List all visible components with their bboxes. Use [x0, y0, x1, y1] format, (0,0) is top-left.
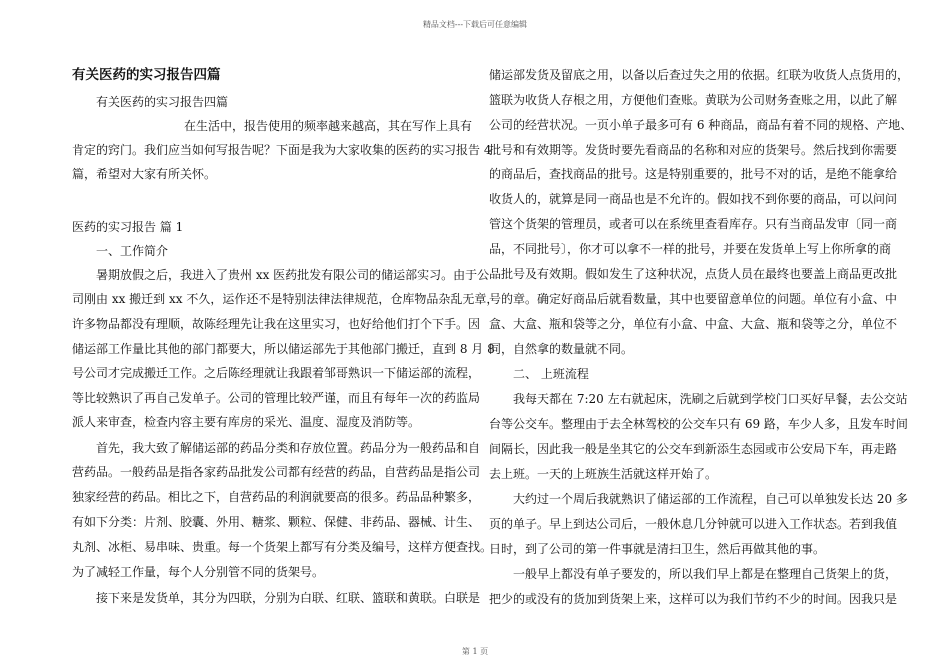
paragraph-line: 公司的经营状况。一页小单子最多可有 6 种商品，商品有着不同的规格、产地、 [489, 118, 913, 132]
paragraph-line: 派人来审查，检查内容主要有库房的采光、温度、湿度及消防等。 [72, 415, 421, 429]
paragraph-line: 营药品。一般药品是指各家药品批发公司都有经营的药品，自营药品是指公司 [72, 465, 481, 479]
page-header: 精品文档---下载后可任意编辑 [422, 20, 528, 29]
paragraph-line: 独家经营的药品。相比之下，自营药品的利润就要高的很多。药品品种繁多， [72, 490, 481, 504]
paragraph-line: 大约过一个周后我就熟识了储运部的工作流程，自己可以单独发长达 20 多 [513, 492, 908, 506]
paragraph-line: 司刚由 xx 搬迁到 xx 不久，运作还不是特别法律法律规范，仓库物品杂乱无章， [72, 292, 499, 306]
paragraph-line: 许多物品都没有理顺，故陈经理先让我在这里实习，也好给他们打个下手。因 [72, 317, 481, 331]
subsection-heading: 一、工作简介 [96, 244, 169, 258]
document-title: 有关医药的实习报告四篇 [72, 67, 221, 83]
subsection-heading: 二、 上班流程 [513, 367, 589, 381]
paragraph-line: 间隔长，因此我一般是坐其它的公交车到新添生态园或市公安局下车，再走路 [489, 442, 898, 456]
paragraph-line: 篮联为收货人存根之用，方便他们查账。黄联为公司财务查账之用，以此了解 [489, 93, 898, 107]
paragraph-line: 把少的或没有的货加到货架上来，这样可以为我们节约不少的时间。因我只是 [489, 592, 898, 606]
paragraph-line: 肯定的窍门。我们应当如何写报告呢？下面是我为大家收集的医药的实习报告 4 [72, 143, 492, 157]
paragraph-line: 等比较熟识了再自己发单子。公司的管理比较严谨，而且有每年一次的药监局 [72, 391, 481, 405]
paragraph-line: 盒、大盒、瓶和袋等之分，单位有小盒、中盒、大盒、瓶和袋等之分，单位不 [489, 317, 898, 331]
paragraph-line: 品批号及有效期。假如发生了这种状况，点货人员在最终也要盖上商品更改批 [489, 267, 898, 281]
paragraph-line: 我每天都在 7:20 左右就起床，洗刷之后就到学校门口买好早餐，去公交站 [513, 392, 908, 406]
paragraph-line: 收货人的，就算是同一商品也是不允许的。假如找不到你要的商品，可以问问 [489, 192, 898, 206]
paragraph-line: 页的单子。早上到达公司后，一般休息几分钟就可以进入工作状态。若到我值 [489, 517, 898, 531]
paragraph-line: 储运部工作量比其他的部门都要大，所以储运部先于其他部门搬迁，直到 8 月 8 [72, 342, 495, 356]
paragraph-line: 丸剂、冰柜、易串味、贵重。每一个货架上都写有分类及编号，这样方便查找。 [72, 540, 493, 554]
paragraph-line: 去上班。一天的上班族生活就这样开始了。 [489, 467, 718, 481]
paragraph-line: 号公司才完成搬迁工作。之后陈经理就让我跟着邹哥熟识一下储运部的流程， [72, 366, 481, 380]
paragraph-line: 号的章。确定好商品后就看数量，其中也要留意单位的问题。单位有小盒、中 [489, 292, 898, 306]
paragraph-line: 品，不同批号〕，你才可以拿不一样的批号，并要在发货单上写上你所拿的商 [489, 242, 892, 256]
paragraph-line: 管这个货架的管理员，或者可以在系统里查看库存。只有当商品发审〔同一商 [489, 217, 898, 231]
paragraph-line: 为了减轻工作量，每个人分别管不同的货架号。 [72, 565, 325, 579]
subtitle: 有关医药的实习报告四篇 [96, 95, 229, 109]
paragraph-line: 同，自然拿的数量就不同。 [489, 342, 634, 356]
paragraph-line: 篇，希望对大家有所关怀。 [72, 167, 217, 181]
paragraph-line: 暑期放假之后，我进入了贵州 xx 医药批发有限公司的储运部实习。由于公 [96, 268, 490, 282]
section-heading: 医药的实习报告 篇 1 [72, 220, 184, 234]
paragraph-line: 台等公交车。整理由于去全林驾校的公交车只有 69 路，车少人多，且发车时间 [489, 417, 908, 431]
page-footer: 第 1 页 [461, 647, 489, 656]
paragraph-line: 接下来是发货单，其分为四联，分别为白联、红联、篮联和黄联。白联是 [96, 591, 481, 605]
paragraph-line: 一般早上都没有单子要发的，所以我们早上都是在整理自己货架上的货， [513, 567, 898, 581]
paragraph-line: 在生活中，报告使用的频率越来越高，其在写作上具有 [184, 119, 473, 133]
paragraph-line: 日时，到了公司的第一件事就是清扫卫生，然后再做其他的事。 [489, 542, 826, 556]
paragraph-line: 首先，我大致了解储运部的药品分类和存放位置。药品分为一般药品和自 [96, 441, 481, 455]
paragraph-line: 储运部发货及留底之用，以备以后查过失之用的依据。红联为收货人点货用的， [489, 68, 910, 82]
paragraph-line: 有如下分类：片剂、胶囊、外用、糖浆、颗粒、保健、非药品、器械、计生、 [72, 515, 481, 529]
paragraph-line: 的商品后，查找商品的批号。这是特别重要的，批号不对的话，是绝不能拿给 [489, 167, 898, 181]
paragraph-line: 批号和有效期等。发货时要先看商品的名称和对应的货架号。然后找到你需要 [489, 143, 898, 157]
